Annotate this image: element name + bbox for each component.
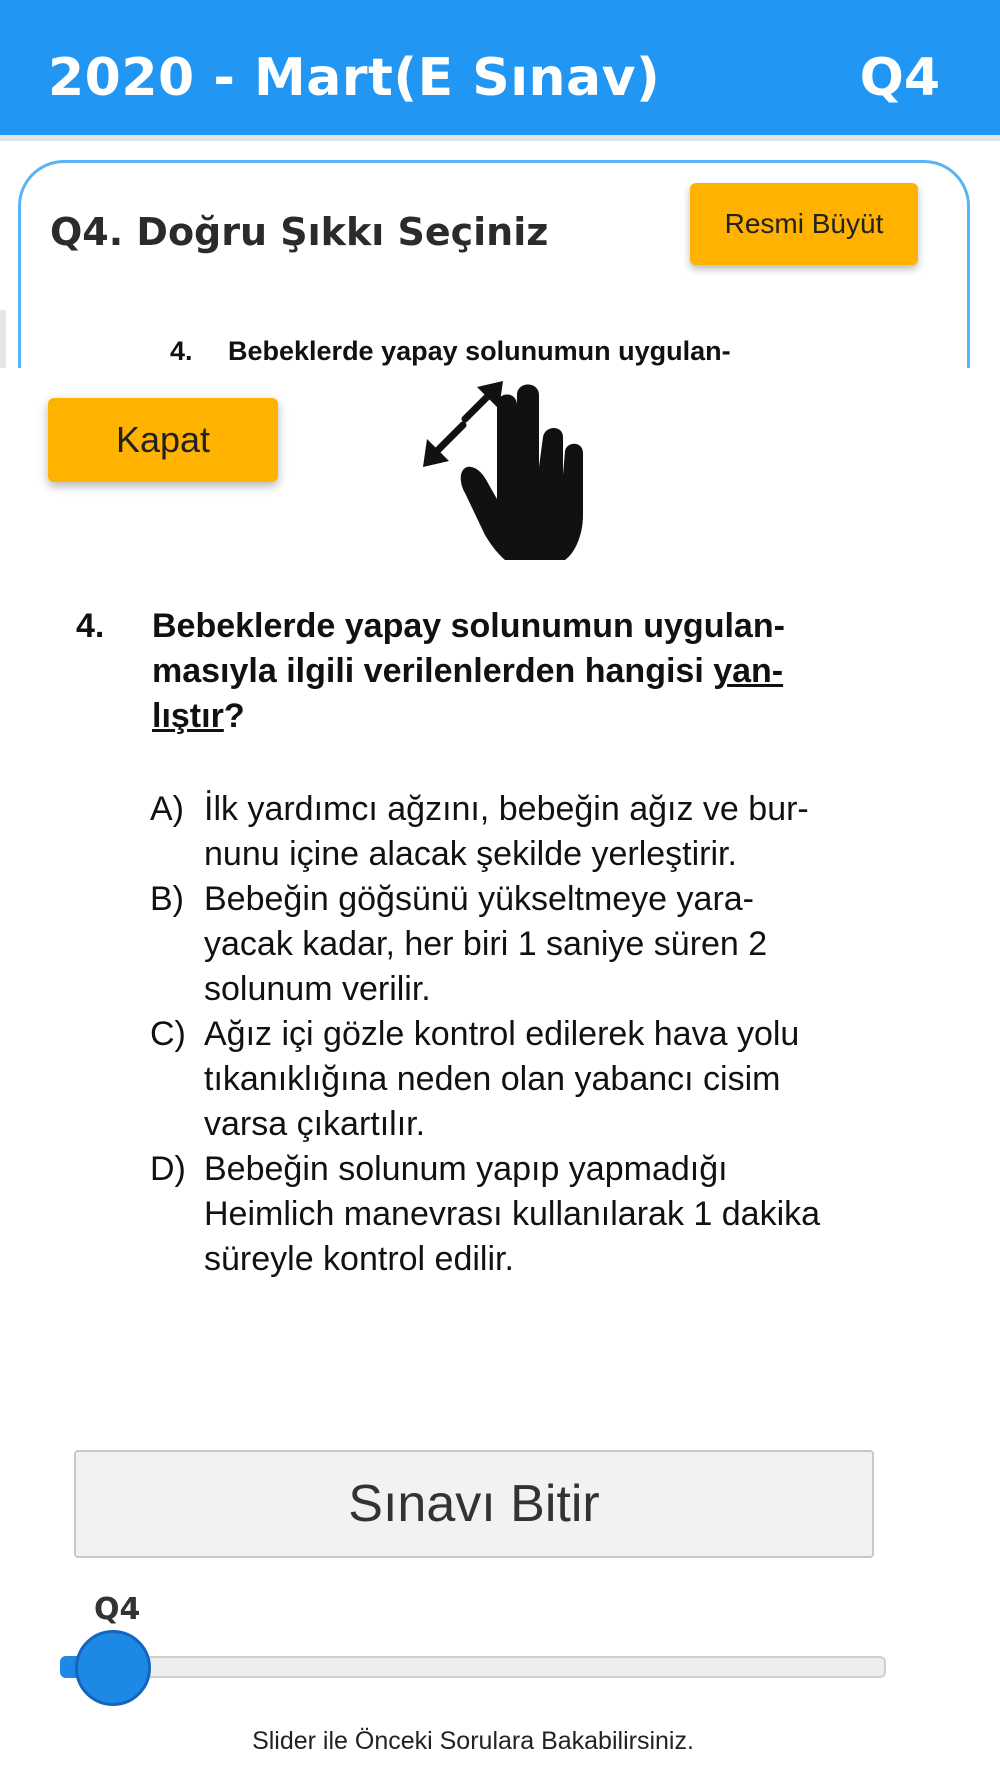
option-b[interactable]: [150, 877, 936, 1012]
option-letter: A): [150, 790, 184, 828]
close-button[interactable]: Kapat: [48, 398, 278, 482]
preview-number: 4.: [170, 336, 193, 366]
enlarge-image-button[interactable]: Resmi Büyüt: [690, 183, 918, 265]
option-letter: B): [150, 880, 184, 918]
stem-line-3-end: ?: [223, 697, 245, 735]
option-line: varsa çıkartılır.: [204, 1105, 426, 1143]
finish-exam-button[interactable]: Sınavı Bitir: [74, 1450, 874, 1558]
option-line: Bebeğin solunum yapıp yapmadığı: [204, 1150, 728, 1188]
option-line: tıkanıklığına neden olan yabancı cisim: [204, 1060, 781, 1098]
preview-text: Bebeklerde yapay solunumun uygulan-: [228, 336, 731, 366]
option-line: yacak kadar, her biri 1 saniye süren 2: [204, 925, 768, 963]
pinch-zoom-icon: [405, 375, 585, 560]
option-a[interactable]: [150, 787, 936, 877]
option-line: İlk yardımcı ağzını, bebeğin ağız ve bur-: [204, 790, 809, 828]
slider-label: Q4: [94, 1592, 141, 1627]
option-line: süreyle kontrol edilir.: [204, 1240, 514, 1278]
option-d[interactable]: [150, 1147, 936, 1282]
stem-underlined-1: yan-: [713, 652, 784, 690]
slider-hint: Slider ile Önceki Sorulara Bakabilirsiniz.: [252, 1727, 694, 1755]
option-line: Bebeğin göğsünü yükseltmeye yara-: [204, 880, 754, 918]
question-indicator: Q4: [859, 48, 940, 108]
question-content: [76, 604, 936, 1282]
question-slider-track[interactable]: [60, 1656, 886, 1678]
card-heading: Q4. Doğru Şıkkı Seçiniz: [50, 210, 549, 254]
option-line: Ağız içi gözle kontrol edilerek hava yolu: [204, 1015, 800, 1053]
option-letter: C): [150, 1015, 186, 1053]
stem-underlined-2: lıştır: [152, 697, 224, 735]
question-number: 4.: [76, 607, 105, 645]
question-stem: [76, 604, 936, 739]
answer-options: [150, 787, 936, 1282]
option-line: solunum verilir.: [204, 970, 431, 1008]
app-bar-shadow: [0, 135, 1000, 141]
question-slider-thumb[interactable]: [75, 1630, 151, 1706]
stem-line-3: [152, 694, 936, 739]
stem-line-1: Bebeklerde yapay solunumun uygulan-: [152, 607, 785, 645]
option-letter: D): [150, 1150, 186, 1188]
app-bar: [0, 0, 1000, 135]
option-line: Heimlich manevrası kullanılarak 1 dakika: [204, 1195, 821, 1233]
option-c[interactable]: [150, 1012, 936, 1147]
stem-line-2-text: masıyla ilgili verilenlerden hangisi: [152, 652, 714, 690]
stem-line-2: [152, 649, 936, 694]
option-line: nunu içine alacak şekilde yerleştirir.: [204, 835, 737, 873]
question-image-preview[interactable]: [170, 336, 731, 367]
exam-title: 2020 - Mart(E Sınav): [48, 48, 661, 108]
